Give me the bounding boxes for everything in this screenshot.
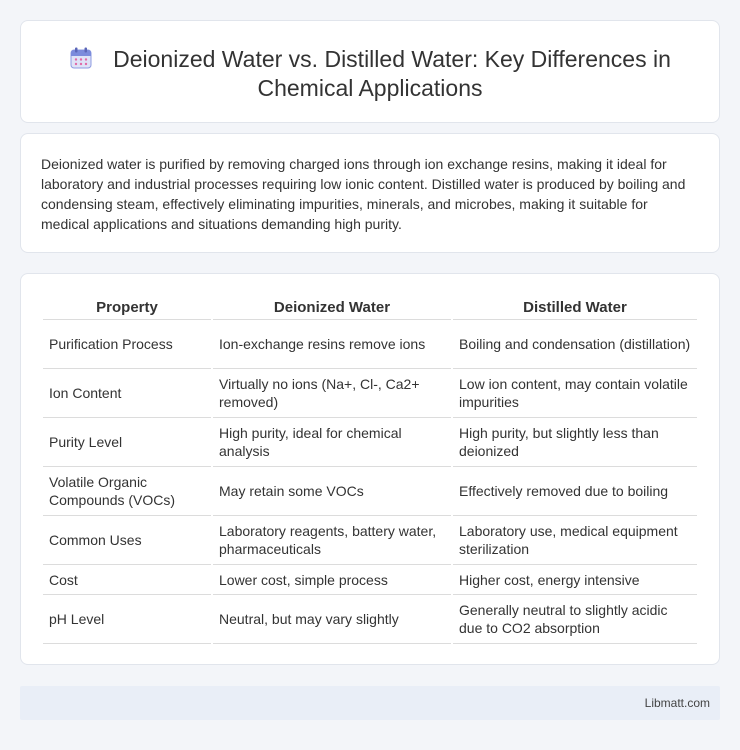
table-row — [43, 467, 697, 516]
table-cell: Neutral, but may vary slightly — [213, 595, 451, 644]
table-cell: Purity Level — [43, 418, 211, 467]
comparison-table — [41, 294, 699, 644]
table-cell: Ion-exchange resins remove ions — [213, 320, 451, 369]
table-header-row — [43, 294, 697, 320]
table-cell: Higher cost, energy intensive — [453, 565, 697, 595]
table-cell: High purity, ideal for chemical analysis — [213, 418, 451, 467]
table-cell: High purity, but slightly less than deionized — [453, 418, 697, 467]
title-card — [20, 20, 720, 123]
table-cell: Cost — [43, 565, 211, 595]
table-cell: Boiling and condensation (distillation) — [453, 320, 697, 369]
table-row — [43, 595, 697, 644]
table-cell: May retain some VOCs — [213, 467, 451, 516]
calendar-icon — [69, 46, 93, 70]
comparison-card — [20, 273, 720, 665]
table-cell: Virtually no ions (Na+, Cl-, Ca2+ removed) — [213, 369, 451, 418]
page-title-text: Deionized Water vs. Distilled Water: Key Differences in Chemical Applications — [113, 46, 671, 101]
table-row — [43, 565, 697, 595]
table-cell: Volatile Organic Compounds (VOCs) — [43, 467, 211, 516]
table-cell: Generally neutral to slightly acidic due to CO2 absorption — [453, 595, 697, 644]
footer-bar — [20, 686, 720, 720]
table-cell: Laboratory use, medical equipment sterilization — [453, 516, 697, 565]
intro-card — [20, 133, 720, 253]
table-cell: Purification Process — [43, 320, 211, 369]
table-row — [43, 516, 697, 565]
table-cell: Low ion content, may contain volatile impurities — [453, 369, 697, 418]
table-row — [43, 418, 697, 467]
table-row — [43, 320, 697, 369]
table-cell: Lower cost, simple process — [213, 565, 451, 595]
table-row — [43, 369, 697, 418]
header-deionized: Deionized Water — [213, 294, 451, 320]
header-distilled: Distilled Water — [453, 294, 697, 320]
table-cell: Laboratory reagents, battery water, pharmaceuticals — [213, 516, 451, 565]
table-cell: pH Level — [43, 595, 211, 644]
table-cell: Common Uses — [43, 516, 211, 565]
table-cell: Ion Content — [43, 369, 211, 418]
footer-site-link[interactable]: Libmatt.com — [644, 696, 710, 710]
header-property: Property — [43, 294, 211, 320]
table-cell: Effectively removed due to boiling — [453, 467, 697, 516]
intro-paragraph: Deionized water is purified by removing charged ions through ion exchange resins, making it ideal for laboratory and industrial processes requiring low ionic content. Distilled water is produced by boiling and condensing steam, effectively eliminating impurities, minerals, and microbes, making it suitable for medical applications and situations demanding high purity. — [41, 156, 686, 232]
page-title — [21, 45, 719, 103]
